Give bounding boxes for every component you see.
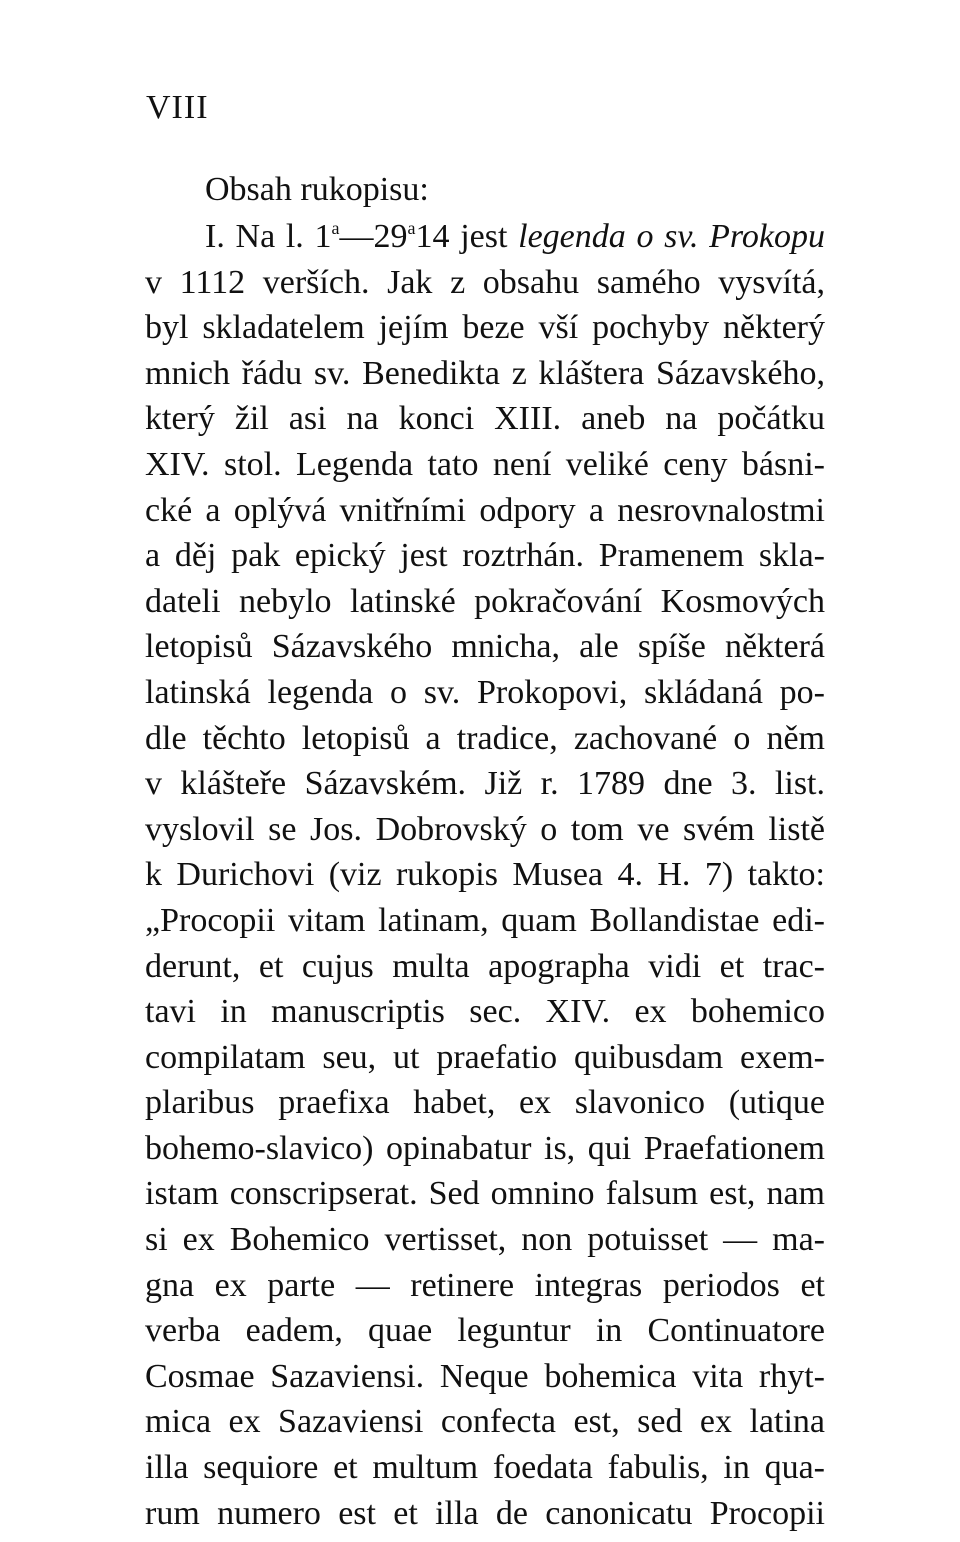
text-line: si ex Bohemico vertisset, non potuisset — ma- [145, 1221, 825, 1259]
text-line: verba eadem, quae leguntur in Continuatore [145, 1312, 825, 1350]
text-line: mnich řádu sv. Benedikta z kláštera Sázavského, [145, 354, 825, 392]
body-text [145, 214, 825, 1536]
text-line: a děj pak epický jest roztrhán. Pramenem skla- [145, 537, 825, 575]
folio-superscript-b: a [407, 218, 416, 238]
text-line: rum numero est et illa de canonicatu Procopii [145, 1494, 825, 1532]
text-line: „Procopii vitam latinam, quam Bollandistae edi- [145, 901, 825, 939]
folio-superscript-a: a [331, 218, 340, 238]
text-line: illa sequiore et multum foedata fabulis, in qua- [145, 1449, 825, 1487]
text-line: XIV. stol. Legenda tato není veliké ceny básni- [145, 445, 825, 483]
text-line: gna ex parte — retinere integras periodos et [145, 1266, 825, 1304]
folio-ref-end: —29 [339, 218, 408, 255]
text-line: k Durichovi (viz rukopis Musea 4. H. 7) takto: [145, 856, 825, 894]
text-line: letopisů Sázavského mnicha, ale spíše některá [145, 628, 825, 666]
text-line: dateli nebylo latinské pokračování Kosmových [145, 582, 825, 620]
text-line-first [145, 214, 825, 260]
text-line: tavi in manuscriptis sec. XIV. ex bohemico [145, 993, 825, 1031]
text-line: Cosmae Sazaviensi. Neque bohemica vita rhyt- [145, 1357, 825, 1395]
text-line: v klášteře Sázavském. Již r. 1789 dne 3. list. [145, 765, 825, 803]
text-line: derunt, et cujus multa apographa vidi et trac- [145, 947, 825, 985]
text-line: latinská legenda o sv. Prokopovi, skládaná po- [145, 673, 825, 711]
text-line: vyslovil se Jos. Dobrovský o tom ve svém listě [145, 810, 825, 848]
text-line: který žil asi na konci XIII. aneb na počátku [145, 400, 825, 438]
text-line: v 1112 verších. Jak z obsahu samého vysvítá, [145, 263, 825, 301]
text-line: plaribus praefixa habet, ex slavonico (utique [145, 1084, 825, 1122]
page-number: VIII [146, 89, 209, 126]
text-line: cké a oplývá vnitřními odpory a nesrovnalostmi [145, 491, 825, 529]
line-number-ref: 14 jest [415, 218, 519, 255]
text-line: mica ex Sazaviensi confecta est, sed ex latina [145, 1403, 825, 1441]
text-line: bohemo-slavico) opinabatur is, qui Praefationem [145, 1129, 825, 1167]
text-line: compilatam seu, ut praefatio quibusdam exem- [145, 1038, 825, 1076]
text-line: byl skladatelem jejím beze vší pochyby některý [145, 309, 825, 347]
folio-ref-start: I. Na l. 1 [205, 218, 332, 255]
legend-title: legenda o sv. Prokopu [518, 218, 825, 255]
section-heading: Obsah rukopisu: [205, 171, 429, 208]
text-line: dle těchto letopisů a tradice, zachované o něm [145, 719, 825, 757]
text-line: istam conscripserat. Sed omnino falsum est, nam [145, 1175, 825, 1213]
